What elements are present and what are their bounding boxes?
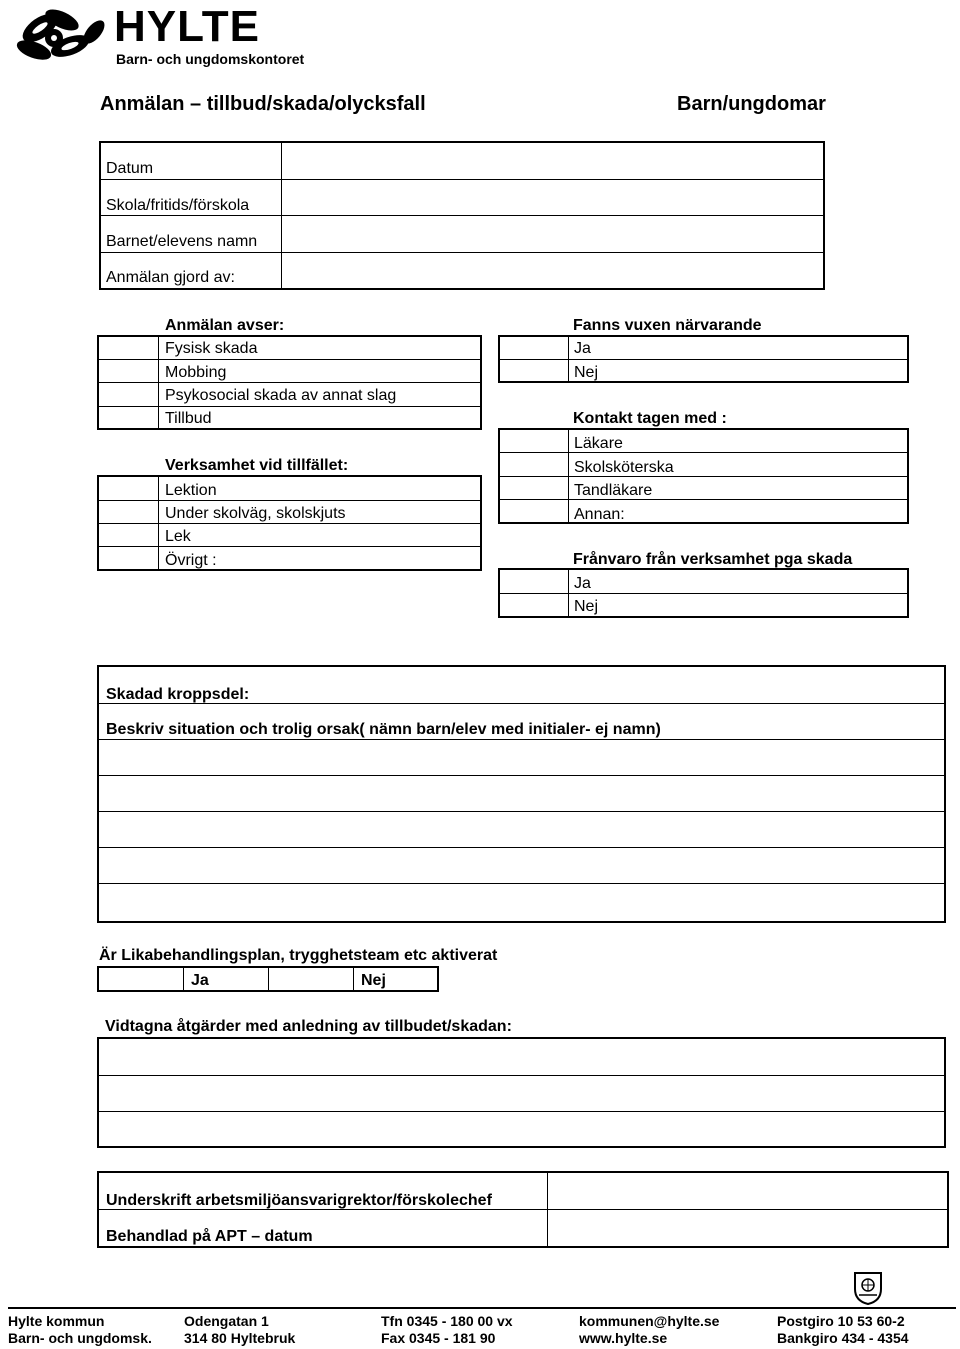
footer-org-line1: Hylte kommun xyxy=(8,1313,105,1329)
footer-org-line2: Barn- och ungdomsk. xyxy=(8,1330,152,1346)
checkbox-absence-yes[interactable] xyxy=(500,570,567,593)
reported-by-label: Anmälan gjord av: xyxy=(106,269,235,286)
logo xyxy=(10,2,114,72)
school-field[interactable] xyxy=(283,180,823,214)
option-incident: Tillbud xyxy=(165,410,212,427)
footer-web xyxy=(579,1313,719,1347)
absence-table xyxy=(498,568,909,618)
school-label: Skola/fritids/förskola xyxy=(106,197,250,214)
option-plan-no: Nej xyxy=(361,972,386,989)
body-part-label: Skadad kroppsdel: xyxy=(106,686,250,703)
footer-email[interactable]: kommunen@hylte.se xyxy=(579,1313,720,1329)
adult-present-table xyxy=(498,335,909,383)
option-school-nurse: Skolsköterska xyxy=(574,459,674,476)
checkbox-doctor[interactable] xyxy=(500,430,567,452)
option-play: Lek xyxy=(165,528,191,545)
footer-address-line2: 314 80 Hyltebruk xyxy=(184,1330,296,1346)
activity-table xyxy=(97,475,482,571)
footer-org xyxy=(8,1313,152,1347)
checkbox-school-route[interactable] xyxy=(99,501,157,523)
option-plan-yes: Ja xyxy=(191,972,209,989)
brand-subtitle: Barn- och ungdomskontoret xyxy=(116,51,305,67)
option-absence-yes: Ja xyxy=(574,575,591,592)
checkbox-other-contact[interactable] xyxy=(500,500,567,522)
measures-line-2[interactable] xyxy=(99,1076,944,1110)
municipal-crest xyxy=(853,1271,883,1305)
student-name-field[interactable] xyxy=(283,216,823,251)
signature-field[interactable] xyxy=(549,1173,947,1208)
describe-line-2[interactable] xyxy=(99,776,944,810)
checkbox-plan-no[interactable] xyxy=(269,968,353,990)
checkbox-adult-yes[interactable] xyxy=(500,337,567,359)
option-doctor: Läkare xyxy=(574,435,623,452)
footer-website[interactable]: www.hylte.se xyxy=(579,1330,668,1346)
describe-label: Beskriv situation och trolig orsak( nämn barn/elev med initialer- ej namn) xyxy=(106,721,661,738)
footer-divider xyxy=(8,1307,956,1309)
describe-line-4[interactable] xyxy=(99,848,944,882)
checkbox-adult-no[interactable] xyxy=(500,360,567,381)
measures-label: Vidtagna åtgärder med anledning av tillbudet/skadan: xyxy=(105,1018,512,1035)
option-psychosocial: Psykosocial skada av annat slag xyxy=(165,387,397,404)
measures-table xyxy=(97,1037,946,1148)
adult-present-heading: Fanns vuxen närvarande xyxy=(573,317,762,334)
footer-postgiro: Postgiro 10 53 60-2 xyxy=(777,1313,905,1329)
top-info-table xyxy=(99,141,825,290)
checkbox-play[interactable] xyxy=(99,524,157,546)
date-label: Datum xyxy=(106,160,154,177)
brand-name: HYLTE xyxy=(114,2,260,51)
checkbox-absence-no[interactable] xyxy=(500,594,567,616)
option-adult-yes: Ja xyxy=(574,340,591,357)
measures-line-3[interactable] xyxy=(99,1112,944,1146)
checkbox-incident[interactable] xyxy=(99,407,157,429)
contact-heading: Kontakt tagen med : xyxy=(573,410,727,427)
checkbox-bullying[interactable] xyxy=(99,360,157,382)
option-absence-no: Nej xyxy=(574,598,599,615)
apt-label: Behandlad på APT – datum xyxy=(106,1228,313,1245)
form-audience: Barn/ungdomar xyxy=(677,93,826,115)
concerns-table xyxy=(97,335,482,430)
apt-date-field[interactable] xyxy=(549,1210,947,1246)
option-adult-no: Nej xyxy=(574,364,599,381)
flower-logo-icon xyxy=(10,2,114,72)
measures-line-1[interactable] xyxy=(99,1039,944,1074)
footer-fax-number: Fax 0345 - 181 90 xyxy=(381,1330,496,1346)
footer-address-line1: Odengatan 1 xyxy=(184,1313,269,1329)
contact-table xyxy=(498,428,909,524)
checkbox-psychosocial[interactable] xyxy=(99,383,157,406)
equality-plan-table xyxy=(97,966,439,992)
activity-heading: Verksamhet vid tillfället: xyxy=(165,457,349,474)
checkbox-plan-yes[interactable] xyxy=(99,968,183,990)
footer-phone xyxy=(381,1313,513,1347)
option-bullying: Mobbing xyxy=(165,364,227,381)
date-field[interactable] xyxy=(283,143,823,178)
option-lesson: Lektion xyxy=(165,482,217,499)
checkbox-physical-injury[interactable] xyxy=(99,337,157,359)
signature-table xyxy=(97,1171,949,1248)
option-dentist: Tandläkare xyxy=(574,482,653,499)
footer-address xyxy=(184,1313,295,1347)
checkbox-other[interactable] xyxy=(99,547,157,570)
footer-phone-number: Tfn 0345 - 180 00 vx xyxy=(381,1313,513,1329)
describe-line-3[interactable] xyxy=(99,812,944,846)
injury-table xyxy=(97,665,946,923)
checkbox-school-nurse[interactable] xyxy=(500,453,567,476)
signature-label: Underskrift arbetsmiljöansvarigrektor/förskolechef xyxy=(106,1192,492,1209)
footer-bankgiro: Bankgiro 434 - 4354 xyxy=(777,1330,909,1346)
concerns-heading: Anmälan avser: xyxy=(165,317,285,334)
student-name-label: Barnet/elevens namn xyxy=(106,233,258,250)
option-other: Övrigt : xyxy=(165,552,217,569)
reported-by-field[interactable] xyxy=(283,253,823,288)
describe-line-5[interactable] xyxy=(99,884,944,921)
describe-line-1[interactable] xyxy=(99,740,944,774)
form-title: Anmälan – tillbud/skada/olycksfall xyxy=(100,93,426,115)
crest-icon xyxy=(853,1271,883,1305)
option-other-contact: Annan: xyxy=(574,506,625,523)
checkbox-dentist[interactable] xyxy=(500,477,567,499)
option-school-route: Under skolväg, skolskjuts xyxy=(165,505,346,522)
equality-plan-question: Är Likabehandlingsplan, trygghetsteam etc aktiverat xyxy=(99,947,498,964)
absence-heading: Frånvaro från verksamhet pga skada xyxy=(573,551,853,568)
footer-giro xyxy=(777,1313,909,1347)
option-physical-injury: Fysisk skada xyxy=(165,340,258,357)
checkbox-lesson[interactable] xyxy=(99,477,157,500)
